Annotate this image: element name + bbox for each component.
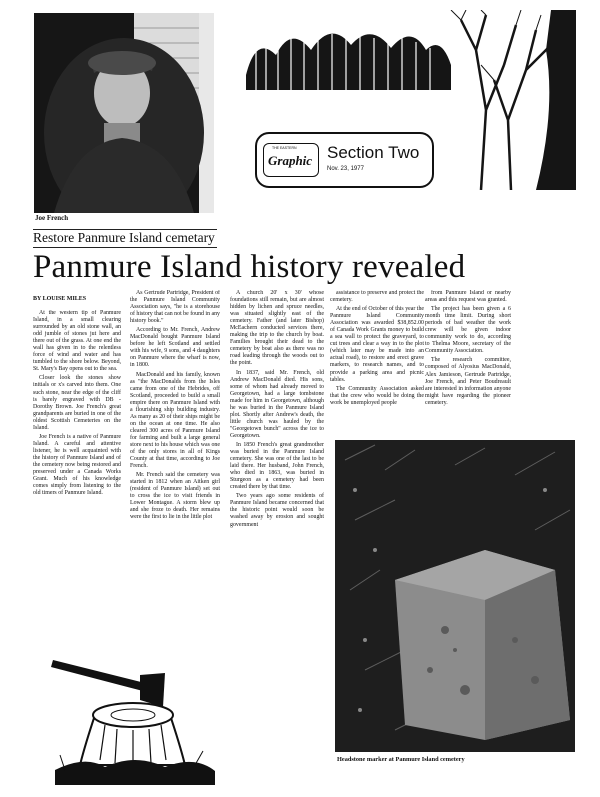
paragraph: In 1850 French's great grandmother was buried in the Panmure Island cemetery. She was one of the last to be laid there. Her husband, John French, who died in 1863, was buried in Sturgeon as a cemetery had been created there by that time. [230, 441, 324, 491]
paragraph: from Panmure Island or nearby areas and this request was granted. [425, 290, 511, 304]
article-column-3 [230, 290, 324, 590]
kicker-subhead: Restore Panmure Island cemetary [33, 230, 215, 245]
paragraph: At the western tip of Panmure Island, in a small clearing surrounded by an old stone wall, an odd jumble of stones jut here and there out of the grass. At one end the wall has given in to the relentless force of wind and water and has tumbled to the shore below. Beyond, St. Mary's Bay opens out to the sea. [33, 310, 121, 373]
paragraph: As Gertrude Partridge, President of the Panmure Island Community Association says, "he is a storehouse of history that can not be found in any history book." [130, 290, 220, 325]
issue-date: Nov. 23, 1977 [327, 166, 364, 172]
paragraph: The research committee, composed of Alyosius MacDonald, Alex Jamieson, Gertrude Partridge, Joe French, and Peter Boudreault are interested in information anyone might have regarding the pioneer cemetery. [425, 357, 511, 406]
article-column-2 [130, 290, 220, 590]
photo-caption: Joe French [35, 214, 69, 222]
paragraph: Two years ago some residents of Panmure Island became concerned that the historic point would soon be washed away by erosion and sought government [230, 493, 324, 528]
paragraph: The project has been given a 6 month time limit. During short periods of bad weather the work crew will be given indoor community work to do, according to Thelma Moore, secretary of the Community Association. [425, 306, 511, 355]
newspaper-logo [263, 143, 319, 177]
paragraph: Closer look the stones show initials or x's carved into them. One such stone, near the edge of the cliff is barely engraved with DB - Dorothy Brown. Joe French's great grandparents are buried in one of the oldest Scottish Cemeteries on the Island. [33, 375, 121, 431]
newspaper-name: Graphic [268, 153, 313, 168]
paragraph: The Community Association asked that the crew who would be doing the work be unemployed people [330, 385, 424, 406]
headline: Panmure Island history revealed [33, 249, 466, 285]
newspaper-logo-small: THE EASTERN [272, 146, 297, 150]
article-column-4 [330, 290, 424, 430]
byline: BY LOUISE MILES [33, 296, 87, 302]
article-column-1 [33, 310, 121, 600]
kicker-underline [33, 247, 217, 248]
paragraph: Mr. French said the cemetery was started in 1812 when an Aitken girl (resident of Panmure Island) set out to cross the ice to visit friends in Lower Montague. A storm blew up and she froze to death. Her remains were the first to lie in the little plot [130, 472, 220, 521]
paragraph: MacDonald and his family, known as "the MacDonalds from the Isles came from one of the Hebrides, off Scotland, proceeded to build a small empire there on Panmure Island with a flourishing ship building industry. As many as 20 of their ships might be on the ocean at one time. He also cleared 300 acres of Panmure Island for farming and built a large general store next to his house which was one of the only stores in all of Kings County at that time, according to Joe French. [130, 371, 220, 470]
section-title: Section Two [327, 143, 420, 162]
paragraph: assistance to preserve and protect the cemetery. [330, 290, 424, 304]
paragraph: A church 20' x 30' whose foundations still remain, but are almost hidden by lichen and spruce needles, was situated slightly east of the cemetery. Father (and later Bishop) McEachern conducted services there, making the trip to the church by boat. Families brought their dead to the cemetery by boat also as there was no road leading through the woods out to the point. [230, 290, 324, 367]
paragraph: At the end of October of this year the Panmure Island Community Association was awarded $38,852.00 of Canada Work Grants money to build a sea wall to protect the graveyard, to cut trees and clear a way in to the plot (which later may be made into an actual road), to restore and erect grave markers, to research names, and to provide a parking area and picnic tables. [330, 306, 424, 383]
section-masthead [255, 132, 434, 188]
photo-joe-french [34, 13, 214, 213]
paragraph: According to Mr. French, Andrew MacDonald bought Panmure Island before he left Scotland and settled with his wife, 9 sons, and 4 daughters on Panmure where the wharf is now, in 1800. [130, 327, 220, 369]
axe-stump-illustration [45, 645, 220, 790]
article-column-5 [425, 290, 511, 430]
paragraph: In 1837, said Mr. French, old Andrew MacDonald died. His sons, some of whom had already moved to Georgetown, had a large tombstone made for him in Georgetown, although he was buried in the Panmure Island plot. Shortly after Andrew's death, the little church was hauled by the "Georgetown bunch" across the ice to Georgetown. [230, 369, 324, 439]
paragraph: Joe French is a native of Panmure Island. A careful and attentive listener, he is well acquainted with the history of Panmure Island and of the cemetery now being restored and preserved under a Canada Works Grant. Much of his knowledge comes simply from listening to the old timers of Panmure Island. [33, 433, 121, 497]
headstone-caption: Headstone marker at Panmure Island cemetery [337, 756, 465, 763]
photo-headstone-marker [335, 440, 575, 752]
